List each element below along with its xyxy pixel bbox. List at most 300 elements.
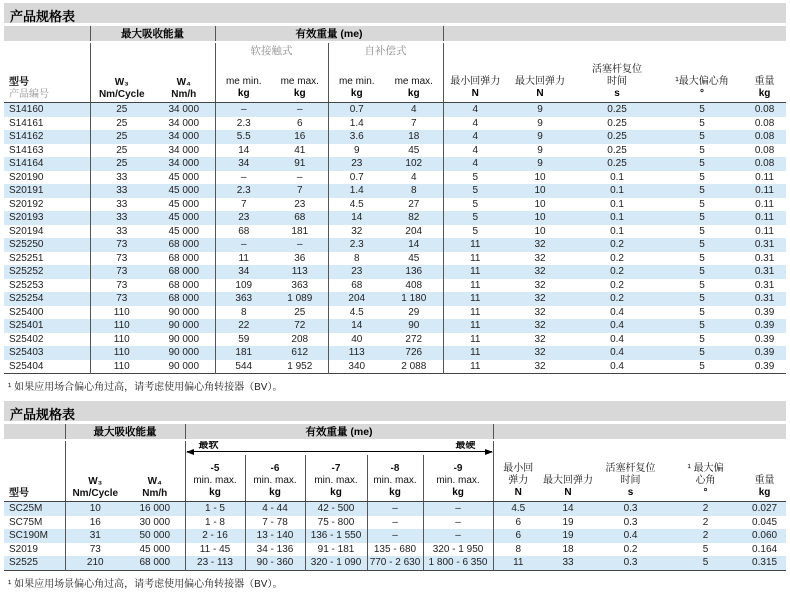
t1-header-memin-soft: me min. kg: [215, 58, 272, 103]
t2-header-me5: -5 min. max. kg: [185, 455, 245, 502]
cell: 68: [294, 212, 306, 224]
cell: 32: [534, 239, 546, 251]
cell: S20191: [9, 185, 44, 197]
cell: 72: [294, 320, 306, 332]
arrow-left-icon: [186, 449, 194, 455]
cell: 22: [215, 319, 272, 333]
cell: 1 952: [287, 360, 313, 372]
cell: 4 - 44: [245, 502, 305, 516]
t2-arrow-row: [4, 440, 786, 455]
t2-band-right-stub: [493, 424, 786, 440]
cell: 32: [534, 252, 546, 264]
cell: 14: [215, 144, 272, 158]
cell: 0.08: [754, 131, 775, 143]
cell: 0.39: [754, 347, 775, 359]
cell: 1.4: [328, 184, 385, 198]
cell: 11: [443, 292, 507, 306]
cell: 34 - 136: [245, 543, 305, 557]
cell: 11: [443, 333, 507, 347]
softest-label: 最软: [198, 440, 219, 451]
arrow-right-icon: [485, 449, 493, 455]
cell: 7: [296, 185, 303, 197]
cell: 34 000: [168, 104, 200, 116]
spec-table-1: [4, 26, 786, 374]
cell: 8: [410, 185, 417, 197]
cell: 68 000: [168, 293, 200, 305]
cell: 5: [699, 279, 705, 291]
cell: 0.08: [754, 104, 775, 116]
cell: 3.6: [328, 130, 385, 144]
cell: 68 000: [168, 279, 200, 291]
cell: 110: [90, 333, 153, 347]
cell: 8: [493, 543, 543, 557]
t2-body: [4, 502, 786, 571]
cell: 34 000: [168, 117, 200, 129]
table-row: [4, 225, 786, 239]
cell: SC75M: [9, 516, 43, 528]
cell: 4.5: [328, 306, 385, 320]
cell: 32: [534, 320, 546, 332]
cell: S25401: [9, 320, 44, 332]
cell: 11: [443, 306, 507, 320]
cell: 33: [90, 171, 153, 185]
cell: –: [367, 502, 423, 516]
cell: 11: [443, 360, 507, 374]
cell: –: [423, 529, 493, 543]
cell: 32: [534, 333, 546, 345]
t2-group-band: [4, 424, 786, 440]
cell: 4: [410, 104, 417, 116]
cell: 0.2: [610, 266, 624, 278]
cell: 113: [328, 346, 385, 360]
cell: 1 - 8: [185, 516, 245, 530]
cell: 0.25: [607, 131, 627, 143]
cell: 14: [328, 211, 385, 225]
cell: 68: [328, 279, 385, 293]
t1-group-energy: 最大吸收能量: [90, 26, 215, 42]
cell: 136 - 1 550: [305, 529, 367, 543]
cell: 5: [699, 212, 705, 224]
cell: 33: [90, 211, 153, 225]
table2-title: 产品规格表: [10, 407, 76, 422]
cell: 110: [90, 306, 153, 320]
t1-subg-energy-stub: [90, 42, 215, 58]
cell: 40: [328, 333, 385, 347]
cell: 9: [537, 117, 543, 129]
t2-hardness-scale: [185, 440, 493, 455]
cell: 0.4: [623, 530, 638, 542]
cell: 82: [408, 212, 420, 224]
cell: 1 180: [401, 293, 427, 305]
cell: 0.08: [754, 117, 775, 129]
cell: 32: [328, 225, 385, 239]
cell: 726: [405, 347, 423, 359]
cell: S25252: [9, 266, 44, 278]
t2-header-max-rebound: 最大回弹力 N: [543, 455, 593, 502]
table1-title: 产品规格表: [10, 9, 76, 24]
t1-band-right-stub: [443, 26, 786, 42]
cell: 0.060: [752, 530, 778, 542]
table-row: [4, 117, 786, 131]
cell: 91: [294, 158, 306, 170]
cell: 363: [291, 279, 309, 291]
cell: 5: [699, 131, 705, 143]
cell: 73: [90, 252, 153, 266]
cell: –: [215, 103, 272, 117]
cell: 5: [699, 360, 705, 372]
t1-header-row: [4, 58, 786, 103]
cell: 113: [291, 266, 308, 278]
cell: 0.2: [610, 279, 624, 291]
cell: 6: [296, 117, 303, 129]
cell: 181: [215, 346, 272, 360]
cell: 0.31: [754, 266, 775, 278]
hardness-arrow: [186, 441, 493, 455]
cell: 5: [443, 211, 507, 225]
cell: 0.39: [754, 320, 775, 332]
cell: 0.08: [754, 144, 775, 156]
cell: 9: [537, 131, 543, 143]
cell: 73: [90, 292, 153, 306]
cell: 5: [699, 117, 705, 129]
cell: S25403: [9, 347, 44, 359]
cell: 181: [291, 225, 309, 237]
cell: 0.11: [755, 185, 774, 197]
cell: 25: [90, 157, 153, 171]
t2-header-min-rebound: 最小回 弹力 N: [493, 455, 543, 502]
cell: 2 - 16: [185, 529, 245, 543]
cell: 0.1: [610, 212, 624, 224]
cell: 0.2: [623, 543, 638, 555]
cell: –: [296, 171, 303, 183]
cell: 4: [443, 117, 507, 131]
cell: 0.3: [623, 516, 638, 528]
cell: 109: [215, 279, 272, 293]
cell: 23: [294, 198, 306, 210]
cell: 45 000: [168, 212, 200, 224]
t1-group-weight: 有效重量 (me): [215, 26, 443, 42]
cell: 5: [699, 306, 705, 318]
cell: 34: [215, 265, 272, 279]
cell: 340: [328, 360, 385, 374]
table-row: [4, 157, 786, 171]
cell: 25: [90, 117, 153, 131]
cell: 75 - 800: [305, 516, 367, 530]
cell: 0.25: [607, 117, 627, 129]
spec-table-2: [4, 424, 786, 571]
cell: 2.3: [328, 238, 385, 252]
cell: 34: [215, 157, 272, 171]
cell: 4: [443, 130, 507, 144]
t2-band-stub: [4, 424, 65, 440]
t2-group-weight: 有效重量 (me): [185, 424, 493, 440]
cell: 5: [699, 333, 705, 345]
t1-header-reset-time: 活塞杆复位 时间 s: [573, 58, 661, 103]
t2-header-me8: -8 min. max. kg: [367, 455, 423, 502]
cell: 25: [90, 144, 153, 158]
cell: 11 - 45: [185, 543, 245, 557]
cell: 272: [405, 333, 423, 345]
cell: 6: [493, 516, 543, 530]
cell: 25: [294, 306, 306, 318]
cell: 5: [443, 225, 507, 239]
cell: 0.3: [623, 503, 638, 515]
t2-header-model: 型号: [4, 455, 65, 502]
cell: 68 000: [168, 252, 200, 264]
t2-header-w4: W₄ Nm/h: [125, 455, 185, 502]
t2-arrow-right-stub: [493, 440, 786, 455]
cell: 7: [410, 117, 417, 129]
cell: 90 000: [168, 320, 200, 332]
cell: 34 000: [168, 131, 200, 143]
cell: 0.027: [752, 503, 778, 515]
cell: 0.11: [755, 198, 774, 210]
cell: 0.39: [754, 333, 775, 345]
cell: 0.4: [610, 320, 624, 332]
cell: 9: [328, 144, 385, 158]
cell: 32: [534, 347, 546, 359]
cell: 0.11: [755, 225, 774, 237]
cell: 19: [562, 530, 574, 542]
cell: 68: [215, 225, 272, 239]
cell: 4: [410, 171, 417, 183]
cell: 68 000: [168, 266, 200, 278]
table-row: [4, 556, 786, 570]
t1-header-memin-self: me min. kg: [328, 58, 385, 103]
t1-band-stub: [4, 26, 90, 42]
cell: 110: [90, 360, 153, 374]
t1-header-memax-self: me max. kg: [385, 58, 443, 103]
cell: 5: [699, 198, 705, 210]
cell: 33: [90, 198, 153, 212]
cell: S25254: [9, 293, 44, 305]
cell: 544: [215, 360, 272, 374]
cell: 1 800 - 6 350: [423, 556, 493, 570]
cell: 30 000: [139, 516, 171, 528]
cell: 32: [534, 306, 546, 318]
cell: 0.2: [610, 252, 624, 264]
cell: 90: [408, 320, 420, 332]
cell: 320 - 1 950: [423, 543, 493, 557]
cell: 0.39: [754, 360, 775, 372]
cell: 208: [291, 333, 309, 345]
cell: 27: [408, 198, 420, 210]
t1-subgroup-self: 自补偿式: [328, 42, 443, 58]
cell: 32: [534, 293, 546, 305]
cell: 4: [443, 157, 507, 171]
cell: 10: [534, 225, 546, 237]
t2-header-me6: -6 min. max. kg: [245, 455, 305, 502]
cell: 45 000: [168, 171, 200, 183]
cell: 11: [443, 346, 507, 360]
cell: 4.5: [328, 198, 385, 212]
cell: 32: [534, 266, 546, 278]
table-row: [4, 252, 786, 266]
cell: 0.4: [610, 347, 624, 359]
cell: 9: [537, 104, 543, 116]
cell: 136: [405, 266, 423, 278]
cell: 7 - 78: [245, 516, 305, 530]
cell: 90 000: [168, 306, 200, 318]
table-row: [4, 238, 786, 252]
cell: S14164: [9, 158, 44, 170]
cell: 363: [215, 292, 272, 306]
cell: 0.2: [610, 293, 624, 305]
t1-header-model: [4, 58, 90, 103]
t2-header-weight: 重量 kg: [743, 455, 786, 502]
cell: 0.7: [328, 171, 385, 185]
t2-arrow-energy-stub: [65, 440, 185, 455]
cell: S20193: [9, 212, 44, 224]
t2-header-me9: -9 min. max. kg: [423, 455, 493, 502]
cell: 2 088: [401, 360, 427, 372]
cell: 10: [534, 212, 546, 224]
t1-header-w4: W₄ Nm/h: [153, 58, 215, 103]
cell: 0.11: [755, 212, 774, 224]
t1-subgroup-row: [4, 42, 786, 58]
cell: 0.3: [623, 557, 638, 569]
cell: 5: [699, 104, 705, 116]
cell: 204: [328, 292, 385, 306]
cell: 8: [215, 306, 272, 320]
cell: SC25M: [9, 503, 43, 515]
cell: 2: [702, 530, 709, 542]
cell: 5: [443, 198, 507, 212]
cell: 9: [537, 158, 543, 170]
cell: 14: [408, 239, 420, 251]
t1-subg-right-stub: [443, 42, 786, 58]
cell: –: [296, 104, 303, 116]
cell: 0.25: [607, 144, 627, 156]
cell: 42 - 500: [305, 502, 367, 516]
cell: 110: [90, 319, 153, 333]
cell: 1 089: [287, 293, 313, 305]
cell: 5: [699, 171, 705, 183]
cell: 5: [699, 347, 705, 359]
cell: 90 - 360: [245, 556, 305, 570]
t1-body: [4, 103, 786, 374]
cell: 5: [702, 557, 709, 569]
cell: 1.4: [328, 117, 385, 131]
cell: 10: [534, 185, 546, 197]
cell: 612: [291, 347, 309, 359]
table-row: [4, 516, 786, 530]
cell: S14160: [9, 104, 44, 116]
cell: 0.045: [752, 516, 778, 528]
cell: 5.5: [215, 130, 272, 144]
table-row: [4, 319, 786, 333]
table-row: [4, 211, 786, 225]
cell: 11: [215, 252, 272, 266]
cell: S25250: [9, 239, 44, 251]
cell: 32: [534, 360, 546, 372]
cell: 0.4: [610, 333, 624, 345]
cell: 33: [562, 557, 574, 569]
cell: 0.1: [610, 171, 624, 183]
cell: 0.164: [752, 543, 778, 555]
t2-header-w3: W₃ Nm/Cycle: [65, 455, 125, 502]
cell: 50 000: [139, 530, 171, 542]
arrow-line: [187, 451, 492, 452]
cell: 0.31: [754, 252, 775, 264]
table-row: [4, 184, 786, 198]
cell: 14: [328, 319, 385, 333]
t1-header-max-rebound: 最大回弹力 N: [507, 58, 573, 103]
cell: 90 000: [168, 347, 200, 359]
cell: S25251: [9, 252, 44, 264]
t1-subgroup-soft: 软接触式: [215, 42, 328, 58]
cell: –: [423, 516, 493, 530]
cell: 5: [702, 543, 709, 555]
cell: 45 000: [139, 543, 171, 555]
cell: 25: [90, 130, 153, 144]
cell: 11: [443, 252, 507, 266]
cell: 4: [443, 103, 507, 117]
t1-header-model-line1: 型号: [9, 77, 29, 88]
cell: 0.11: [755, 171, 774, 183]
cell: 0.08: [754, 158, 775, 170]
cell: 36: [294, 252, 306, 264]
cell: –: [367, 516, 423, 530]
cell: 73: [90, 265, 153, 279]
t1-header-weight: 重量 kg: [743, 58, 786, 103]
cell: 73: [90, 238, 153, 252]
cell: S14161: [9, 117, 44, 129]
cell: 0.31: [754, 239, 775, 251]
cell: 0.25: [607, 158, 627, 170]
cell: 0.4: [610, 306, 624, 318]
hardest-label: 最硬: [455, 440, 476, 451]
cell: 16: [294, 131, 306, 143]
cell: 4: [443, 144, 507, 158]
cell: S25404: [9, 360, 44, 372]
cell: 90 000: [168, 360, 200, 372]
cell: 34 000: [168, 158, 200, 170]
cell: 5: [699, 239, 705, 251]
cell: 2.3: [215, 117, 272, 131]
cell: 204: [405, 225, 423, 237]
cell: 6: [493, 529, 543, 543]
t1-header-angle: ¹最大偏心角 °: [661, 58, 743, 103]
t1-header-min-rebound: 最小回弹力 N: [443, 58, 507, 103]
cell: S2019: [9, 543, 38, 555]
cell: 0.31: [754, 293, 775, 305]
cell: 11: [443, 238, 507, 252]
t1-subg-stub: [4, 42, 90, 58]
cell: S2525: [9, 557, 38, 569]
cell: 18: [408, 131, 420, 143]
cell: 45: [408, 252, 420, 264]
t1-header-w3: W₃ Nm/Cycle: [90, 58, 153, 103]
table-row: [4, 502, 786, 516]
cell: 0.4: [610, 360, 624, 372]
table-row: [4, 171, 786, 185]
cell: 45 000: [168, 225, 200, 237]
cell: 8: [328, 252, 385, 266]
cell: 31: [65, 529, 125, 543]
cell: 18: [562, 543, 574, 555]
cell: 59: [215, 333, 272, 347]
cell: 1 - 5: [185, 502, 245, 516]
cell: 102: [405, 158, 423, 170]
cell: 2: [702, 503, 709, 515]
cell: 23: [328, 157, 385, 171]
cell: 770 - 2 630: [367, 556, 423, 570]
cell: 91 - 181: [305, 543, 367, 557]
cell: 33: [90, 225, 153, 239]
table-row: [4, 333, 786, 347]
cell: 68 000: [139, 557, 171, 569]
